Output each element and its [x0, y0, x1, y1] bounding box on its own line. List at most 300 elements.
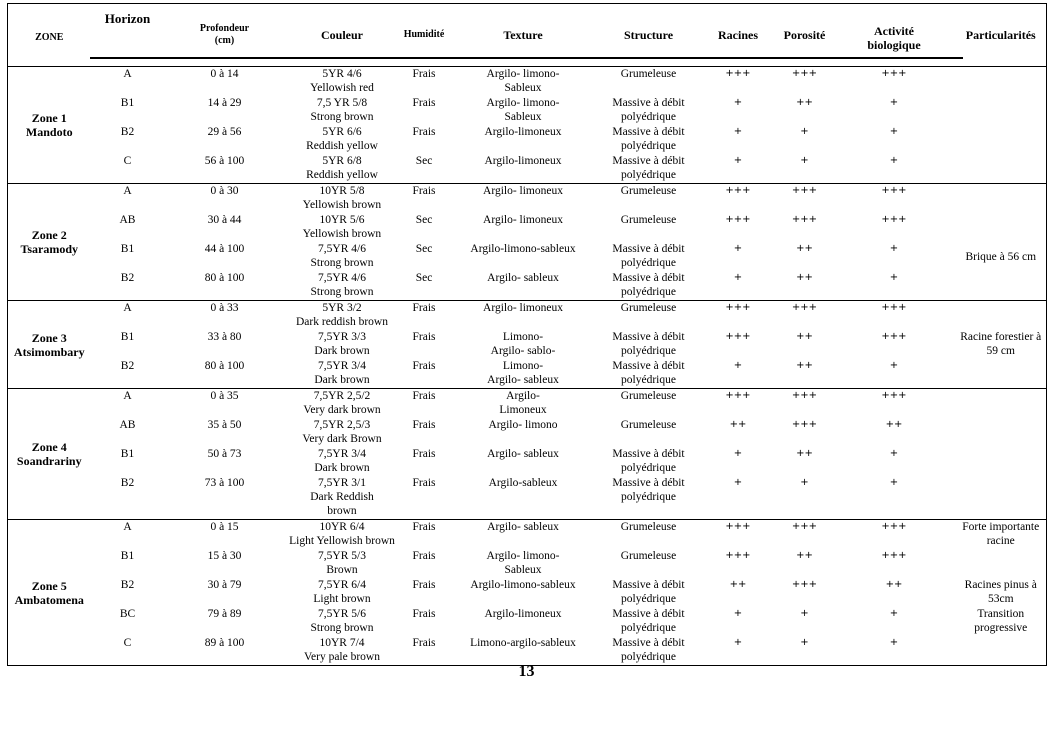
structure-line2: polyédrique	[621, 345, 676, 357]
structure-line1: Massive à débit	[612, 97, 685, 109]
porosity-cell: +++	[791, 521, 818, 532]
structure-line2: polyédrique	[621, 111, 676, 123]
texture-line2: Sableux	[504, 82, 542, 94]
structure-cell	[598, 125, 700, 154]
zone-group	[8, 520, 1047, 666]
structure-line2: polyédrique	[621, 462, 676, 474]
texture-line1: Argilo- limono-	[486, 550, 560, 562]
humidity-cell: Frais	[412, 331, 436, 343]
table-row	[8, 520, 1047, 550]
porosity-cell: +	[800, 155, 809, 166]
particularity-line1: Racines pinus à	[964, 579, 1037, 591]
texture-cell	[449, 301, 598, 331]
depth-cell: 30 à 79	[207, 579, 242, 591]
roots-cell: +++	[725, 390, 751, 401]
table-row	[8, 359, 1047, 389]
activity-cell: +++	[881, 302, 907, 313]
porosity-cell: ++	[796, 243, 813, 254]
texture-line1: Argilo- limoneux	[483, 302, 563, 314]
porosity-cell: +++	[791, 390, 818, 401]
activity-cell: +	[889, 608, 899, 619]
color-cell	[285, 271, 400, 301]
structure-line1: Grumeleuse	[620, 390, 677, 402]
header-particularites: Particularités	[965, 28, 1036, 42]
texture-line1: Argilo- sableux	[487, 272, 559, 284]
texture-cell	[449, 184, 598, 214]
structure-cell	[598, 447, 700, 476]
header-porosite: Porosité	[783, 28, 826, 42]
roots-cell: +++	[725, 185, 751, 196]
structure-line1: Massive à débit	[612, 448, 685, 460]
structure-line2: polyédrique	[621, 374, 676, 386]
color-code: 5YR 6/6	[322, 126, 362, 138]
particularity-cell	[956, 213, 1047, 242]
texture-cell	[449, 520, 598, 550]
color-name: Dark brown	[314, 374, 370, 386]
humidity-cell: Frais	[412, 637, 436, 649]
particularity-cell	[956, 578, 1047, 607]
humidity-cell: Frais	[412, 302, 436, 314]
texture-line2: Argilo- sableux	[487, 374, 559, 386]
porosity-cell: +++	[791, 68, 818, 79]
humidity-cell: Frais	[412, 608, 436, 620]
structure-cell	[598, 389, 700, 419]
color-code: 7,5YR 6/4	[318, 579, 366, 591]
table-row	[8, 636, 1047, 666]
humidity-cell: Frais	[412, 521, 436, 533]
color-name: Very dark brown	[303, 404, 381, 416]
particularity-cell	[956, 636, 1047, 666]
texture-line1: Argilo- sableux	[487, 521, 559, 533]
depth-cell: 30 à 44	[207, 214, 242, 226]
zone-number: Zone 2	[31, 228, 67, 242]
texture-line1: Argilo- limono	[488, 419, 558, 431]
particularity-cell	[956, 67, 1047, 97]
header-rule	[90, 57, 963, 59]
structure-line2: polyédrique	[621, 286, 676, 298]
color-code: 7,5YR 3/4	[318, 360, 366, 372]
header-zone: ZONE	[35, 32, 64, 43]
structure-cell	[598, 242, 700, 271]
structure-line1: Massive à débit	[612, 637, 685, 649]
color-code: 5YR 4/6	[322, 68, 362, 80]
header-profondeur-line1: Profondeur	[199, 23, 250, 34]
roots-cell: +	[733, 126, 743, 137]
texture-cell	[449, 578, 598, 607]
activity-cell: +++	[881, 521, 907, 532]
roots-cell: +	[733, 477, 743, 488]
porosity-cell: +++	[791, 214, 818, 225]
color-code: 10YR 5/8	[319, 185, 365, 197]
color-code: 7,5YR 3/4	[318, 448, 366, 460]
horizon-cell: AB	[119, 419, 136, 431]
color-name: Reddish yellow	[306, 169, 378, 181]
table-row	[8, 330, 1047, 359]
horizon-cell: B1	[120, 448, 135, 460]
depth-cell: 80 à 100	[204, 272, 245, 284]
color-code: 7,5YR 5/3	[318, 550, 366, 562]
texture-cell	[449, 636, 598, 666]
texture-cell	[449, 549, 598, 578]
texture-cell	[449, 271, 598, 301]
color-name: Light Yellowish brown	[289, 535, 395, 547]
porosity-cell: +++	[791, 579, 818, 590]
depth-cell: 56 à 100	[204, 155, 245, 167]
zone-group	[8, 184, 1047, 301]
depth-cell: 15 à 30	[207, 550, 242, 562]
zone-name	[8, 67, 91, 184]
texture-cell	[449, 607, 598, 636]
structure-cell	[598, 418, 700, 447]
structure-line2: polyédrique	[621, 651, 676, 663]
page-number: 13	[518, 663, 535, 680]
horizon-cell: C	[123, 637, 132, 649]
texture-line1: Argilo- sableux	[487, 448, 559, 460]
structure-cell	[598, 271, 700, 301]
activity-cell: +++	[881, 550, 907, 561]
roots-cell: +++	[725, 214, 751, 225]
structure-line2: polyédrique	[621, 593, 676, 605]
color-name: Yellowish brown	[302, 199, 382, 211]
roots-cell: +	[733, 97, 743, 108]
table-row	[8, 418, 1047, 447]
humidity-cell: Sec	[415, 214, 433, 226]
activity-cell: +	[889, 97, 899, 108]
texture-cell	[449, 389, 598, 419]
structure-cell	[598, 607, 700, 636]
structure-line1: Grumeleuse	[620, 521, 677, 533]
color-cell	[285, 389, 400, 419]
horizon-cell: A	[123, 68, 132, 80]
table-row	[8, 301, 1047, 331]
texture-line1: Argilo- limono-	[486, 68, 560, 80]
structure-cell	[598, 213, 700, 242]
depth-cell: 73 à 100	[204, 477, 245, 489]
particularity-cell	[956, 447, 1047, 476]
roots-cell: +++	[725, 331, 751, 342]
zone-locality: Atsimombary	[13, 344, 85, 359]
structure-line1: Massive à débit	[612, 243, 685, 255]
particularity-line1: Brique à 56 cm	[965, 250, 1037, 263]
porosity-cell: +	[800, 637, 809, 648]
soil-profile-table	[7, 3, 1047, 666]
color-code: 7,5YR 3/3	[318, 331, 366, 343]
structure-line2: polyédrique	[621, 622, 676, 634]
texture-cell	[449, 476, 598, 520]
structure-line1: Grumeleuse	[620, 214, 677, 226]
zone-number: Zone 4	[31, 440, 67, 454]
depth-cell: 29 à 56	[207, 126, 242, 138]
activity-cell: ++	[885, 419, 903, 430]
color-cell	[285, 242, 400, 271]
zone-group	[8, 301, 1047, 389]
porosity-cell: +++	[791, 419, 818, 430]
table-row	[8, 96, 1047, 125]
activity-cell: +	[889, 126, 899, 137]
horizon-cell: B2	[120, 272, 135, 284]
roots-cell: +	[733, 637, 743, 648]
depth-cell: 44 à 100	[204, 243, 245, 255]
roots-cell: +++	[725, 550, 751, 561]
texture-cell	[449, 330, 598, 359]
roots-cell: +	[733, 448, 743, 459]
particularity-cell	[956, 330, 1047, 359]
activity-cell: +	[889, 448, 899, 459]
horizon-cell: A	[123, 390, 132, 402]
color-code: 10YR 7/4	[319, 637, 365, 649]
activity-cell: +	[889, 637, 899, 648]
color-cell	[285, 418, 400, 447]
humidity-cell: Frais	[412, 419, 436, 431]
structure-line2: polyédrique	[621, 169, 676, 181]
texture-line2: Argilo- sablo-	[490, 345, 556, 357]
activity-cell: +	[889, 155, 899, 166]
depth-cell: 14 à 29	[207, 97, 242, 109]
texture-cell	[449, 96, 598, 125]
color-name: Reddish yellow	[306, 140, 378, 152]
color-code: 7,5YR 5/6	[318, 608, 366, 620]
structure-line1: Massive à débit	[612, 477, 685, 489]
texture-line1: Argilo-	[506, 390, 540, 402]
table-row	[8, 184, 1047, 214]
color-code: 7,5YR 4/6	[318, 243, 366, 255]
roots-cell: +	[733, 608, 743, 619]
porosity-cell: ++	[796, 550, 813, 561]
depth-cell: 79 à 89	[207, 608, 242, 620]
roots-cell: +	[733, 155, 743, 166]
zone-locality: Mandoto	[25, 125, 73, 139]
humidity-cell: Sec	[415, 272, 433, 284]
humidity-cell: Frais	[412, 448, 436, 460]
depth-cell: 89 à 100	[204, 637, 245, 649]
horizon-cell: A	[123, 185, 132, 197]
texture-cell	[449, 418, 598, 447]
color-name: Strong brown	[310, 622, 374, 634]
zone-number: Zone 1	[31, 111, 67, 125]
porosity-cell: ++	[796, 360, 813, 371]
porosity-cell: ++	[796, 331, 813, 342]
structure-line1: Massive à débit	[612, 155, 685, 167]
color-code: 5YR 3/2	[322, 302, 362, 314]
depth-cell: 0 à 15	[210, 521, 239, 533]
color-cell	[285, 67, 400, 97]
structure-line1: Massive à débit	[612, 331, 685, 343]
table-row	[8, 154, 1047, 184]
zone-group	[8, 389, 1047, 520]
activity-cell: +++	[881, 68, 907, 79]
color-cell	[285, 549, 400, 578]
color-cell	[285, 125, 400, 154]
structure-line2: polyédrique	[621, 491, 676, 503]
particularity-line2: 53cm	[987, 593, 1014, 605]
porosity-cell: +++	[791, 185, 818, 196]
zone-locality: Tsaramody	[20, 242, 79, 256]
structure-line1: Grumeleuse	[620, 302, 677, 314]
structure-line1: Grumeleuse	[620, 550, 677, 562]
roots-cell: ++	[729, 579, 747, 590]
particularity-line2: racine	[986, 535, 1015, 547]
table-row	[8, 67, 1047, 97]
color-code: 7,5YR 3/1	[318, 477, 366, 489]
humidity-cell: Frais	[412, 360, 436, 372]
texture-line1: Argilo-limoneux	[484, 126, 562, 138]
humidity-cell: Frais	[412, 579, 436, 591]
color-name: Dark brown	[314, 462, 370, 474]
horizon-cell: A	[123, 521, 132, 533]
humidity-cell: Frais	[412, 126, 436, 138]
particularity-cell	[956, 359, 1047, 389]
color-name: Very pale brown	[303, 651, 380, 663]
structure-cell	[598, 301, 700, 331]
horizon-cell: B1	[120, 97, 135, 109]
roots-cell: +++	[725, 302, 751, 313]
structure-cell	[598, 359, 700, 389]
porosity-cell: ++	[796, 272, 813, 283]
roots-cell: +	[733, 272, 743, 283]
color-cell	[285, 447, 400, 476]
zone-group	[8, 67, 1047, 184]
color-cell	[285, 636, 400, 666]
color-name: Strong brown	[310, 286, 374, 298]
horizon-cell: BC	[119, 608, 136, 620]
table-row	[8, 271, 1047, 301]
particularity-line1: Racine forestier à	[960, 331, 1042, 343]
zone-name	[8, 184, 91, 301]
porosity-cell: +++	[791, 302, 818, 313]
color-code: 10YR 6/4	[319, 521, 365, 533]
roots-cell: +++	[725, 521, 751, 532]
structure-line1: Massive à débit	[612, 608, 685, 620]
color-name: Strong brown	[310, 111, 374, 123]
zone-name	[8, 301, 91, 389]
humidity-cell: Frais	[412, 97, 436, 109]
particularity-cell	[956, 476, 1047, 520]
horizon-cell: B2	[120, 477, 135, 489]
porosity-cell: ++	[796, 97, 813, 108]
horizon-cell: B1	[120, 331, 135, 343]
texture-cell	[449, 67, 598, 97]
color-name: Dark brown	[314, 345, 370, 357]
horizon-cell: B2	[120, 360, 135, 372]
texture-line1: Argilo- limoneux	[483, 185, 563, 197]
structure-line2: polyédrique	[621, 257, 676, 269]
color-cell	[285, 184, 400, 214]
color-cell	[285, 330, 400, 359]
structure-line1: Grumeleuse	[620, 185, 677, 197]
header-racines: Racines	[718, 28, 758, 42]
color-name: Dark Reddish	[310, 491, 374, 503]
horizon-cell: C	[123, 155, 132, 167]
texture-line1: Argilo-limono-sableux	[470, 579, 576, 591]
structure-cell	[598, 578, 700, 607]
particularity-cell	[956, 549, 1047, 578]
color-name: Yellowish brown	[302, 228, 382, 240]
header-couleur: Couleur	[321, 28, 363, 42]
humidity-cell: Frais	[412, 68, 436, 80]
texture-line1: Argilo-limoneux	[484, 155, 562, 167]
particularity-cell	[956, 607, 1047, 636]
structure-line1: Grumeleuse	[620, 68, 677, 80]
depth-cell: 80 à 100	[204, 360, 245, 372]
table-row	[8, 476, 1047, 520]
particularity-cell	[956, 242, 1047, 271]
texture-line1: Argilo-limono-sableux	[470, 243, 576, 255]
texture-cell	[449, 242, 598, 271]
depth-cell: 50 à 73	[207, 448, 242, 460]
humidity-cell: Sec	[415, 243, 433, 255]
horizon-cell: B2	[120, 126, 135, 138]
color-code: 7,5YR 2,5/2	[313, 390, 371, 402]
color-code: 7,5YR 2,5/3	[313, 419, 371, 431]
activity-cell: ++	[885, 579, 903, 590]
color-name: Brown	[326, 564, 358, 576]
texture-cell	[449, 125, 598, 154]
texture-cell	[449, 213, 598, 242]
activity-cell: +	[889, 477, 899, 488]
texture-cell	[449, 447, 598, 476]
depth-cell: 0 à 14	[210, 68, 239, 80]
activity-cell: +++	[881, 214, 907, 225]
horizon-cell: B1	[120, 243, 135, 255]
particularity-cell	[956, 301, 1047, 331]
color-name: Very dark Brown	[302, 433, 382, 445]
particularity-line2: progressive	[974, 622, 1028, 634]
texture-line1: Argilo-sableux	[488, 477, 558, 489]
color-code: 10YR 5/6	[319, 214, 365, 226]
color-name-line2: brown	[327, 505, 357, 517]
humidity-cell: Frais	[412, 185, 436, 197]
depth-cell: 0 à 33	[210, 302, 239, 314]
particularity-cell	[956, 389, 1047, 419]
color-cell	[285, 301, 400, 331]
depth-cell: 0 à 35	[210, 390, 239, 402]
particularity-cell	[956, 125, 1047, 154]
structure-line1: Grumeleuse	[620, 419, 677, 431]
particularity-cell	[956, 96, 1047, 125]
table-row	[8, 213, 1047, 242]
table-row	[8, 242, 1047, 271]
structure-line2: polyédrique	[621, 140, 676, 152]
particularity-cell	[956, 520, 1047, 550]
porosity-cell: +	[800, 126, 809, 137]
structure-cell	[598, 520, 700, 550]
structure-cell	[598, 330, 700, 359]
porosity-cell: +	[800, 477, 809, 488]
color-cell	[285, 154, 400, 184]
texture-line1: Argilo- limoneux	[483, 214, 563, 226]
structure-cell	[598, 476, 700, 520]
structure-cell	[598, 184, 700, 214]
structure-cell	[598, 67, 700, 97]
particularity-cell	[956, 418, 1047, 447]
table-row	[8, 389, 1047, 419]
structure-cell	[598, 96, 700, 125]
activity-cell: +++	[881, 185, 907, 196]
color-cell	[285, 578, 400, 607]
horizon-cell: B2	[120, 579, 135, 591]
structure-line1: Massive à débit	[612, 579, 685, 591]
color-name: Dark reddish brown	[296, 316, 388, 328]
header-activite-line1: Activité	[874, 24, 914, 38]
horizon-cell: B1	[120, 550, 135, 562]
activity-cell: +	[889, 243, 899, 254]
color-code: 7,5 YR 5/8	[316, 97, 368, 109]
zone-name	[8, 520, 91, 666]
humidity-cell: Sec	[415, 155, 433, 167]
color-name: Yellowish red	[310, 82, 374, 94]
header-activite-line2: biologique	[867, 38, 921, 52]
table-row	[8, 607, 1047, 636]
